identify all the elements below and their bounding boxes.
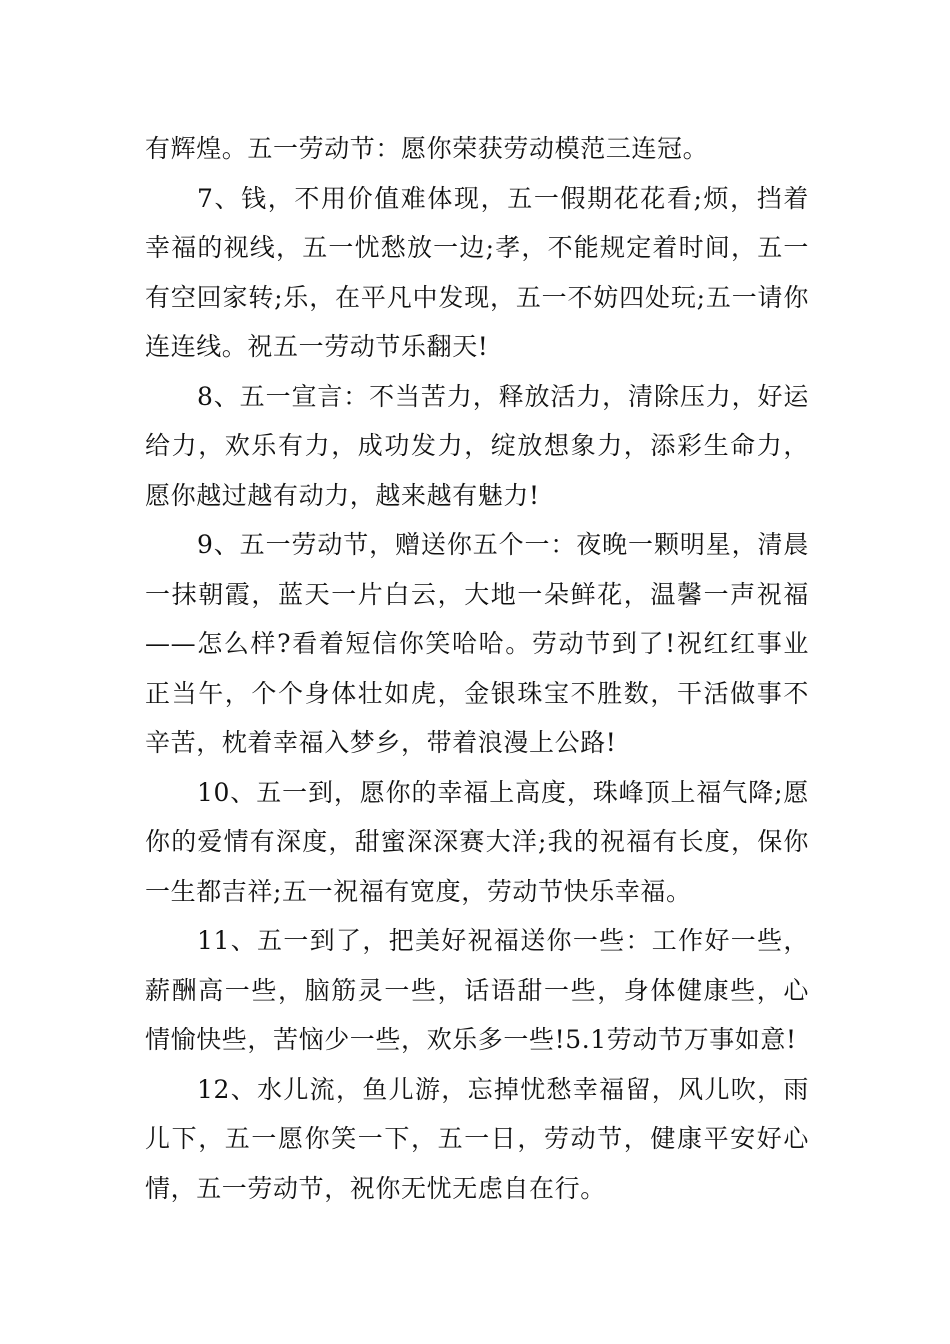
document-body <box>145 124 809 1213</box>
paragraph-continuation: 有辉煌。五一劳动节：愿你荣获劳动模范三连冠。 <box>145 134 709 163</box>
paragraph-11: 11、五一到了，把美好祝福送你一些：工作好一些，薪酬高一些，脑筋灵一些，话语甜一些，身体健康些，心情愉快些，苦恼少一些，欢乐多一些!5.1劳动节万事如意! <box>145 926 809 1054</box>
paragraph-9: 9、五一劳动节，赠送你五个一：夜晚一颗明星，清晨一抹朝霞，蓝天一片白云，大地一朵鲜花，温馨一声祝福——怎么样?看着短信你笑哈哈。劳动节到了!祝红红事业正当午，个个身体壮如虎，金银珠宝不胜数，干活做事不辛苦，枕着幸福入梦乡，带着浪漫上公路! <box>145 530 809 757</box>
paragraph-10: 10、五一到，愿你的幸福上高度，珠峰顶上福气降;愿你的爱情有深度，甜蜜深深赛大洋;我的祝福有长度，保你一生都吉祥;五一祝福有宽度，劳动节快乐幸福。 <box>145 777 809 906</box>
paragraph-8: 8、五一宣言：不当苦力，释放活力，清除压力，好运给力，欢乐有力，成功发力，绽放想象力，添彩生命力，愿你越过越有动力，越来越有魅力! <box>145 381 809 510</box>
paragraph-7: 7、钱，不用价值难体现，五一假期花花看;烦，挡着幸福的视线，五一忧愁放一边;孝，不能规定着时间，五一有空回家转;乐，在平凡中发现，五一不妨四处玩;五一请你连连线。祝五一劳动节乐翻天! <box>145 183 809 361</box>
paragraph-12: 12、水儿流，鱼儿游，忘掉忧愁幸福留，风儿吹，雨儿下，五一愿你笑一下，五一日，劳动节，健康平安好心情，五一劳动节，祝你无忧无虑自在行。 <box>145 1074 809 1203</box>
